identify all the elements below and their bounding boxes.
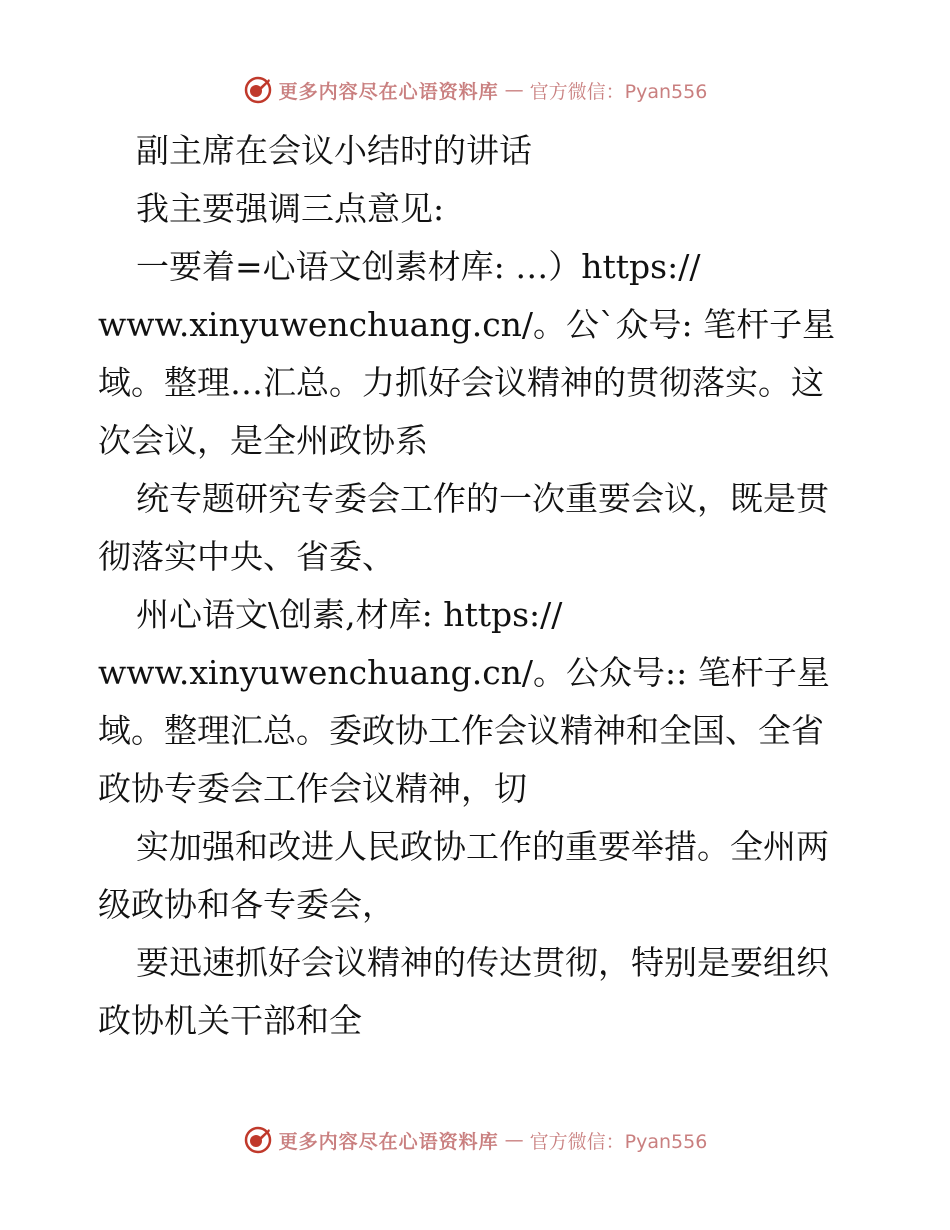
text-line: 一要着=心语文创素材库: …）https:// bbox=[136, 247, 701, 286]
banner-wechat-text: 官方微信：Pyan556 bbox=[529, 80, 708, 103]
header-banner bbox=[0, 72, 950, 108]
text-line: 域。整理汇总。委政协工作会议精神和全国、全省 bbox=[98, 711, 824, 750]
footer-banner bbox=[0, 1122, 950, 1158]
text-line: 彻落实中央、省委、 bbox=[98, 537, 395, 576]
text-line: www.xinyuwenchuang.cn/。公`众号: 笔杆子星 bbox=[98, 305, 836, 344]
pen-logo-icon bbox=[243, 1125, 273, 1155]
text-line: 州心语文\创素,材库: https:// bbox=[136, 595, 563, 634]
text-line: 我主要强调三点意见: bbox=[136, 189, 445, 228]
text-line: www.xinyuwenchuang.cn/。公众号:: 笔杆子星 bbox=[98, 653, 830, 692]
banner-main-text: 更多内容尽在心语资料库 bbox=[278, 80, 499, 103]
document-title: 副主席在会议小结时的讲话 bbox=[136, 131, 532, 170]
text-line: 要迅速抓好会议精神的传达贯彻，特别是要组织 bbox=[136, 943, 829, 982]
text-line: 域。整理…汇总。力抓好会议精神的贯彻落实。这 bbox=[98, 363, 824, 402]
text-line: 政协专委会工作会议精神，切 bbox=[98, 769, 527, 808]
text-line: 统专题研究专委会工作的一次重要会议，既是贯 bbox=[136, 479, 829, 518]
text-line: 实加强和改进人民政协工作的重要举措。全州两 bbox=[136, 827, 829, 866]
text-line: 级政协和各专委会， bbox=[98, 885, 395, 924]
banner-dash: — bbox=[504, 79, 524, 101]
banner-dash: — bbox=[504, 1129, 524, 1151]
banner-wechat-text: 官方微信：Pyan556 bbox=[529, 1130, 708, 1153]
document-body bbox=[98, 122, 858, 1050]
text-line: 次会议，是全州政协系 bbox=[98, 421, 428, 460]
pen-logo-icon bbox=[243, 75, 273, 105]
banner-main-text: 更多内容尽在心语资料库 bbox=[278, 1130, 499, 1153]
text-line: 政协机关干部和全 bbox=[98, 1001, 362, 1040]
